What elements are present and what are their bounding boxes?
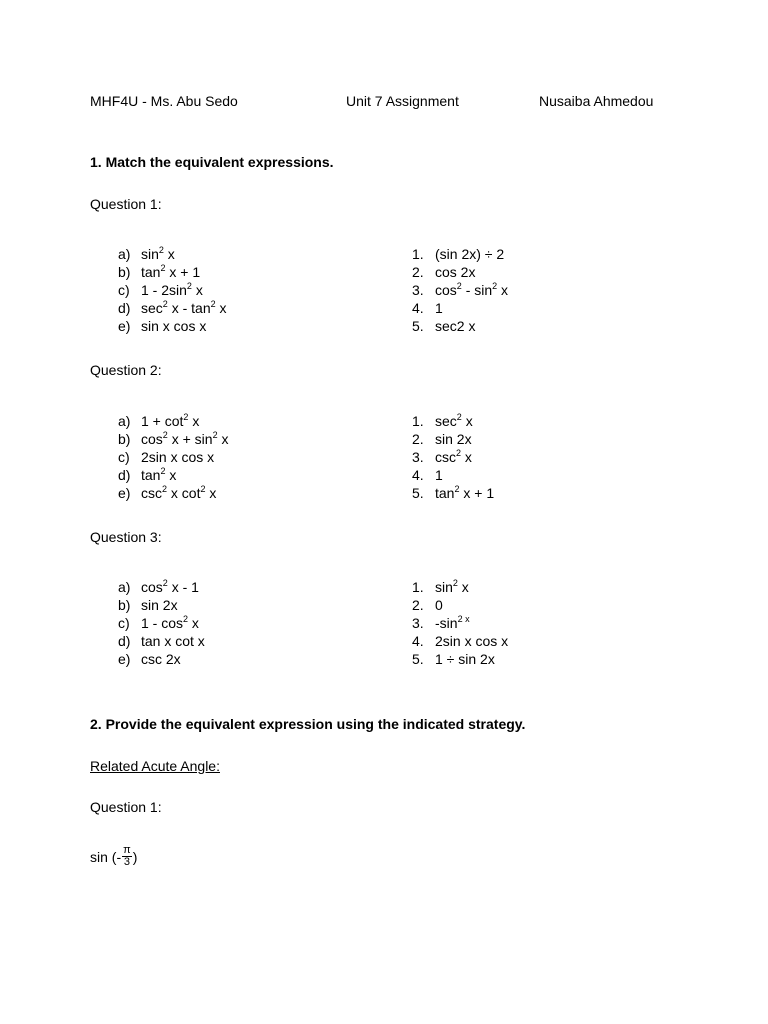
- exponent: 2: [160, 263, 166, 273]
- item-expression: [435, 245, 504, 263]
- item-marker: 3.: [412, 615, 424, 631]
- item-marker: 2.: [412, 264, 424, 280]
- item-expression: [435, 578, 469, 596]
- expression-text: x: [205, 485, 217, 501]
- exponent: 2: [162, 430, 168, 440]
- question-2-label: Question 2:: [90, 362, 162, 378]
- item-expression: [435, 281, 508, 299]
- exponent: 2: [200, 484, 206, 494]
- expression-text: cos: [141, 431, 163, 447]
- document-header: [90, 93, 708, 113]
- expression-text: sin: [141, 246, 159, 262]
- section-2-heading: 2. Provide the equivalent expression using the indicated strategy.: [90, 716, 526, 732]
- item-marker: a): [118, 579, 131, 595]
- expression-text: x: [461, 413, 473, 429]
- expression-text: (sin 2x) ÷ 2: [435, 246, 505, 262]
- exponent: 2: [162, 484, 168, 494]
- expression-text: 1 - 2sin: [141, 282, 187, 298]
- item-marker: 1.: [412, 579, 424, 595]
- expression-text: 2sin x cos x: [141, 449, 215, 465]
- item-expression: [141, 578, 199, 596]
- item-expression: [141, 650, 181, 668]
- expression-text: csc 2x: [141, 651, 181, 667]
- expression-text: x: [163, 246, 175, 262]
- exponent: 2: [452, 578, 458, 588]
- exponent: 2: [210, 299, 216, 309]
- expression-text: -sin: [435, 615, 458, 631]
- expression-prefix: sin (-: [90, 848, 122, 865]
- exponent: 2 x: [457, 614, 470, 624]
- expression-text: 1 + cot: [141, 413, 184, 429]
- expression-text: tan: [435, 485, 455, 501]
- expression-text: sec: [141, 300, 163, 316]
- item-marker: c): [118, 449, 130, 465]
- fraction-numerator: π: [123, 844, 131, 856]
- question-3-label: Question 3:: [90, 529, 162, 545]
- expression-text: x: [215, 300, 227, 316]
- item-marker: 5.: [412, 485, 424, 501]
- expression-text: x: [188, 413, 200, 429]
- expression-text: x + 1: [165, 264, 201, 280]
- item-expression: [435, 317, 475, 335]
- item-expression: [141, 430, 228, 448]
- item-marker: 4.: [412, 300, 424, 316]
- item-marker: e): [118, 318, 131, 334]
- assignment-title: Unit 7 Assignment: [346, 93, 459, 109]
- item-expression: [435, 632, 508, 650]
- expression-text: 1 - cos: [141, 615, 184, 631]
- expression-text: cos: [141, 579, 163, 595]
- exponent: 2: [456, 448, 462, 458]
- item-marker: c): [118, 282, 130, 298]
- item-expression: [141, 245, 175, 263]
- expression-text: x: [457, 579, 469, 595]
- expression-text: x: [217, 431, 229, 447]
- expression-text: tan: [141, 467, 161, 483]
- item-marker: 1.: [412, 246, 424, 262]
- exponent: 2: [158, 245, 164, 255]
- fraction-denominator: 3: [123, 856, 130, 868]
- item-marker: 3.: [412, 282, 424, 298]
- expression-text: tan: [141, 264, 161, 280]
- expression-text: x - tan: [167, 300, 211, 316]
- item-marker: 5.: [412, 318, 424, 334]
- item-expression: [141, 614, 199, 632]
- expression-text: cos: [435, 282, 457, 298]
- item-marker: d): [118, 467, 131, 483]
- item-marker: 2.: [412, 597, 424, 613]
- expression-text: x + sin: [167, 431, 213, 447]
- item-expression: [435, 596, 443, 614]
- exponent: 2: [160, 466, 166, 476]
- item-expression: [435, 448, 472, 466]
- item-marker: b): [118, 431, 131, 447]
- expression-text: x: [461, 449, 472, 465]
- item-expression: [141, 263, 200, 281]
- item-expression: [435, 650, 495, 668]
- item-marker: 1.: [412, 413, 424, 429]
- expression-text: sin 2x: [141, 597, 178, 613]
- item-expression: [435, 263, 475, 281]
- exponent: 2: [183, 412, 189, 422]
- exponent: 2: [456, 412, 462, 422]
- item-expression: [141, 412, 199, 430]
- fraction: [122, 845, 132, 868]
- student-name: Nusaiba Ahmedou: [539, 93, 654, 109]
- item-expression: [435, 614, 470, 632]
- exponent: 2: [162, 578, 168, 588]
- expression-text: x: [165, 467, 177, 483]
- exponent: 2: [454, 484, 460, 494]
- expression-text: sec2 x: [435, 318, 476, 334]
- item-expression: [435, 466, 443, 484]
- sin-expression: [90, 845, 137, 868]
- item-marker: a): [118, 413, 131, 429]
- item-expression: [435, 412, 473, 430]
- expression-text: 0: [435, 597, 443, 613]
- item-expression: [141, 466, 176, 484]
- section-2-question-1-label: Question 1:: [90, 799, 162, 815]
- item-marker: a): [118, 246, 131, 262]
- exponent: 2: [186, 281, 192, 291]
- expression-suffix: ): [132, 848, 138, 865]
- item-expression: [141, 317, 206, 335]
- item-marker: 5.: [412, 651, 424, 667]
- item-expression: [435, 430, 472, 448]
- item-marker: e): [118, 651, 131, 667]
- expression-text: x cot: [167, 485, 201, 501]
- exponent: 2: [492, 281, 498, 291]
- expression-text: 1 ÷ sin 2x: [435, 651, 495, 667]
- expression-text: x + 1: [459, 485, 495, 501]
- item-marker: 2.: [412, 431, 424, 447]
- expression-text: 1: [435, 467, 443, 483]
- expression-text: sin 2x: [435, 431, 472, 447]
- item-expression: [141, 281, 203, 299]
- related-acute-angle-label: Related Acute Angle:: [90, 758, 220, 774]
- expression-text: x: [191, 282, 203, 298]
- item-expression: [141, 299, 227, 317]
- expression-text: 2sin x cos x: [435, 633, 509, 649]
- item-expression: [435, 484, 494, 502]
- expression-text: cos 2x: [435, 264, 476, 280]
- item-expression: [141, 448, 214, 466]
- expression-text: x: [188, 615, 199, 631]
- expression-text: csc: [435, 449, 456, 465]
- item-marker: 3.: [412, 449, 424, 465]
- expression-text: x - 1: [167, 579, 199, 595]
- expression-text: sec: [435, 413, 457, 429]
- expression-text: - sin: [461, 282, 493, 298]
- item-expression: [141, 632, 205, 650]
- question-1-label: Question 1:: [90, 196, 162, 212]
- item-expression: [141, 484, 216, 502]
- item-marker: b): [118, 597, 131, 613]
- item-marker: d): [118, 300, 131, 316]
- item-expression: [141, 596, 178, 614]
- exponent: 2: [162, 299, 168, 309]
- exponent: 2: [212, 430, 218, 440]
- expression-text: sin x cos x: [141, 318, 207, 334]
- expression-text: tan x cot x: [141, 633, 205, 649]
- expression-text: x: [497, 282, 509, 298]
- expression-text: sin: [435, 579, 453, 595]
- section-1-heading: 1. Match the equivalent expressions.: [90, 154, 334, 170]
- course-label: MHF4U - Ms. Abu Sedo: [90, 93, 238, 109]
- expression-text: 1: [435, 300, 443, 316]
- item-expression: [435, 299, 443, 317]
- exponent: 2: [456, 281, 462, 291]
- item-marker: c): [118, 615, 130, 631]
- item-marker: d): [118, 633, 131, 649]
- item-marker: 4.: [412, 467, 424, 483]
- item-marker: b): [118, 264, 131, 280]
- item-marker: e): [118, 485, 131, 501]
- item-marker: 4.: [412, 633, 424, 649]
- exponent: 2: [183, 614, 189, 624]
- expression-text: csc: [141, 485, 162, 501]
